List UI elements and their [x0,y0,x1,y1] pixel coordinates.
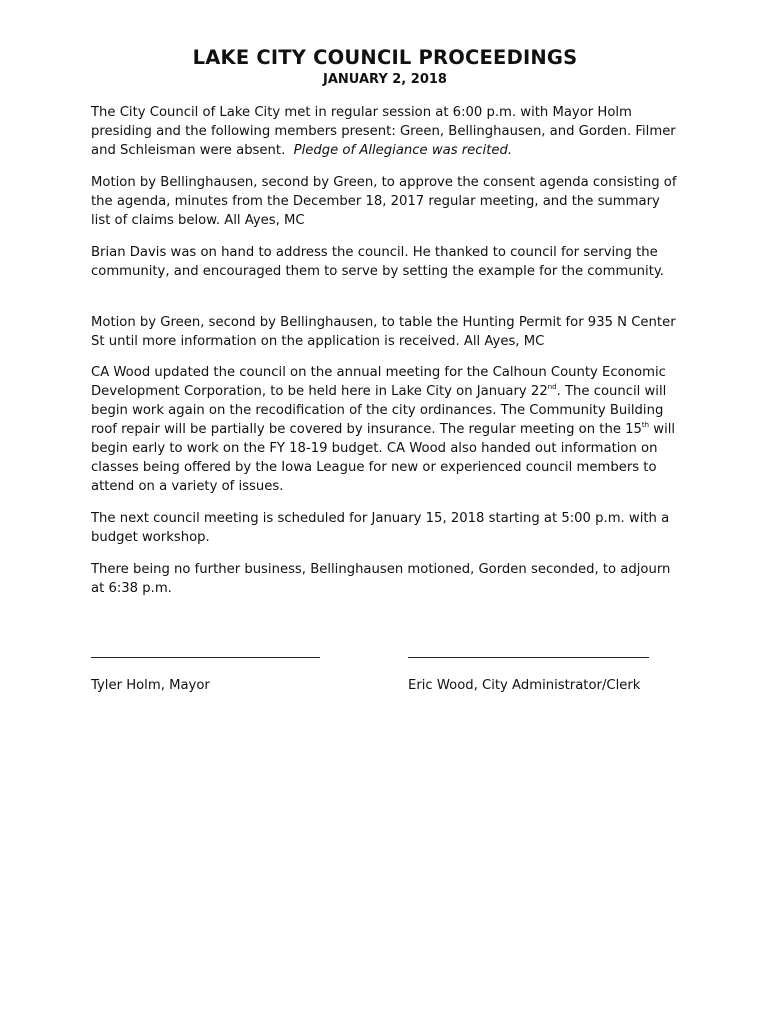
mayor-signature-name: Tyler Holm, Mayor [91,678,210,693]
administrator-update-part-1: CA Wood updated the council on the annual meeting for the Calhoun County Economic Development Corporation, to be held here in Lake City on January 22 [91,365,666,399]
ordinal-suffix-nd: nd [547,383,557,391]
paragraph-administrator-update [91,363,681,496]
paragraph-adjournment: There being no further business, Bellinghausen motioned, Gorden seconded, to adjourn at 6:38 p.m. [91,562,671,596]
paragraph-public-address: Brian Davis was on hand to address the council. He thanked to council for serving the community, and encouraged them to serve by setting the example for the community. [91,245,664,279]
administrator-update-part-3: will begin early to work on the FY 18-19 budget. CA Wood also handed out information on classes being offered by the Iowa League for new or experienced council members to attend on a variety of issues. [91,422,676,494]
clerk-signature-line [408,657,649,659]
mayor-signature-line [91,657,320,659]
session-opening-text: The City Council of Lake City met in regular session at 6:00 p.m. with Mayor Holm presiding and the following members present: Green, Bellinghausen, and Gorden. Filmer and Schleisman were absent. [91,105,676,158]
pledge-note: Pledge of Allegiance was recited. [293,143,513,158]
meeting-date: JANUARY 2, 2018 [323,72,447,87]
document-title: LAKE CITY COUNCIL PROCEEDINGS [192,46,578,69]
clerk-signature-name: Eric Wood, City Administrator/Clerk [408,678,641,693]
paragraph-session-opening [91,103,681,160]
paragraph-consent-agenda: Motion by Bellinghausen, second by Green, to approve the consent agenda consisting of the agenda, minutes from the December 18, 2017 regular meeting, and the summary list of claims below. All Ayes, MC [91,175,677,228]
administrator-update-part-2: . The council will begin work again on the recodification of the city ordinances. The Community Building roof repair will be partially be covered by insurance. The regular meeting on the 15 [91,384,667,437]
paragraph-hunting-permit: Motion by Green, second by Bellinghausen, to table the Hunting Permit for 935 N Center St until more information on the application is received. All Ayes, MC [91,315,676,349]
paragraph-next-meeting: The next council meeting is scheduled for January 15, 2018 starting at 5:00 p.m. with a budget workshop. [91,511,670,545]
ordinal-suffix-th: th [641,421,650,429]
